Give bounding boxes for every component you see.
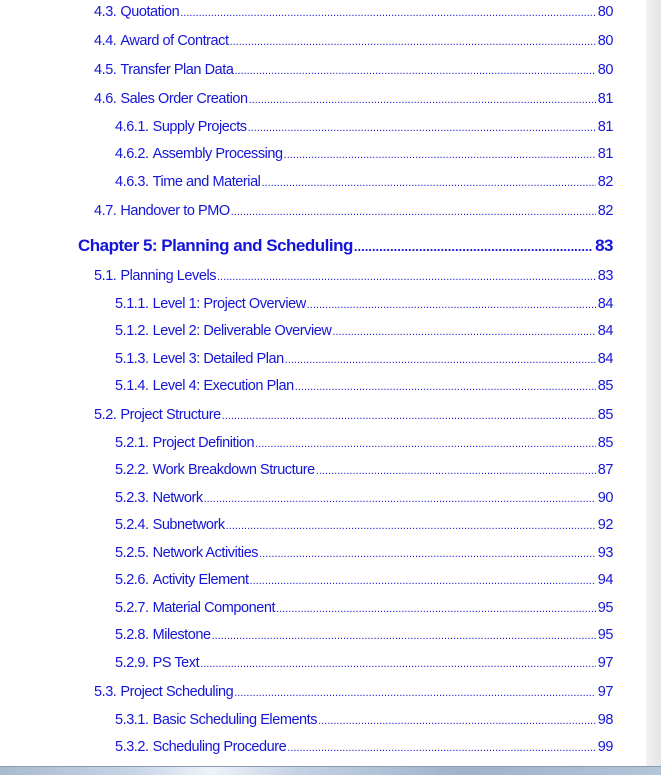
toc-entry-page: 85 bbox=[597, 435, 613, 451]
toc-entry-page: 94 bbox=[597, 572, 613, 588]
dot-leader bbox=[307, 295, 596, 315]
toc-entry-4-6-2[interactable] bbox=[115, 144, 613, 164]
toc-entry-page: 97 bbox=[597, 684, 613, 700]
dot-leader bbox=[259, 544, 596, 564]
toc-entry-5-1-1[interactable] bbox=[115, 294, 613, 314]
toc-entry-page: 80 bbox=[597, 33, 613, 49]
toc-entry-5-2-1[interactable] bbox=[115, 433, 613, 453]
toc-entry-title: Activity Element bbox=[152, 572, 249, 588]
toc-entry-title: Level 3: Detailed Plan bbox=[152, 351, 284, 367]
toc-entry-5-1-2[interactable] bbox=[115, 321, 613, 341]
dot-leader bbox=[180, 3, 596, 23]
dot-leader bbox=[255, 434, 596, 454]
dot-leader bbox=[222, 406, 596, 426]
toc-entry-title: Network bbox=[152, 490, 203, 506]
toc-entry-page: 87 bbox=[597, 462, 613, 478]
toc-entry-title: Award of Contract bbox=[120, 33, 229, 49]
toc-entry-page: 93 bbox=[597, 545, 613, 561]
toc-entry-page: 84 bbox=[597, 351, 613, 367]
toc-entry-5-2-4[interactable] bbox=[115, 515, 613, 535]
toc-entry-number: 4.6.1. bbox=[115, 119, 149, 135]
dot-leader bbox=[295, 377, 596, 397]
toc-entry-page: 92 bbox=[597, 517, 613, 533]
dot-leader bbox=[332, 322, 595, 342]
toc-entry-page: 82 bbox=[597, 174, 613, 190]
toc-entry-number: 4.7. bbox=[94, 203, 117, 219]
toc-entry-number: 5.2.8. bbox=[115, 627, 149, 643]
toc-entry-number: 4.3. bbox=[94, 4, 117, 20]
dot-leader bbox=[248, 118, 596, 138]
toc-entry-number: 5.3. bbox=[94, 684, 117, 700]
dot-leader bbox=[285, 350, 596, 370]
toc-entry-title: Sales Order Creation bbox=[120, 91, 248, 107]
toc-entry-page: 90 bbox=[597, 490, 613, 506]
toc-entry-title: Project Scheduling bbox=[120, 684, 234, 700]
toc-entry-5-3[interactable] bbox=[94, 682, 613, 702]
toc-entry-title: Basic Scheduling Elements bbox=[152, 712, 318, 728]
dot-leader bbox=[231, 202, 596, 222]
toc-entry-title: Transfer Plan Data bbox=[120, 62, 234, 78]
toc-entry-title: Material Component bbox=[152, 600, 276, 616]
toc-entry-5-1-3[interactable] bbox=[115, 349, 613, 369]
toc-entry-title: Level 2: Deliverable Overview bbox=[152, 323, 332, 339]
dot-leader bbox=[217, 267, 596, 287]
toc-entry-number: 4.4. bbox=[94, 33, 117, 49]
toc-entry-page: 82 bbox=[597, 203, 613, 219]
dot-leader bbox=[261, 173, 595, 193]
toc-entry-4-7[interactable] bbox=[94, 201, 613, 221]
toc-entry-4-4[interactable] bbox=[94, 31, 613, 51]
toc-entry-number: 5.3.1. bbox=[115, 712, 149, 728]
toc-entry-number: 5.2. bbox=[94, 407, 117, 423]
dot-leader bbox=[318, 711, 596, 731]
toc-entry-number: 5.2.5. bbox=[115, 545, 149, 561]
toc-entry-number: 5.2.3. bbox=[115, 490, 149, 506]
toc-entry-number: 5.2.1. bbox=[115, 435, 149, 451]
toc-entry-5-3-2[interactable] bbox=[115, 737, 613, 757]
toc-entry-page: 84 bbox=[597, 296, 613, 312]
dot-leader bbox=[250, 571, 596, 591]
toc-entry-4-5[interactable] bbox=[94, 60, 613, 80]
toc-entry-4-3[interactable] bbox=[94, 2, 613, 22]
toc-entry-title: Project Structure bbox=[120, 407, 221, 423]
toc-entry-number: 5.2.9. bbox=[115, 655, 149, 671]
dot-leader bbox=[354, 235, 593, 259]
dot-leader bbox=[200, 654, 596, 674]
dot-leader bbox=[249, 90, 596, 110]
toc-entry-page: 83 bbox=[597, 268, 613, 284]
toc-entry-title: Time and Material bbox=[152, 174, 261, 190]
toc-entry-page: 95 bbox=[597, 600, 613, 616]
toc-entry-number: 5.2.7. bbox=[115, 600, 149, 616]
toc-entry-page: 83 bbox=[595, 236, 613, 255]
toc-entry-4-6[interactable] bbox=[94, 89, 613, 109]
toc-entry-number: 5.2.2. bbox=[115, 462, 149, 478]
toc-entry-number: 4.6.3. bbox=[115, 174, 149, 190]
toc-entry-5-2-2[interactable] bbox=[115, 460, 613, 480]
toc-entry-5-3-1[interactable] bbox=[115, 710, 613, 730]
dot-leader bbox=[276, 599, 596, 619]
toc-entry-page: 81 bbox=[597, 146, 613, 162]
toc-entry-number: 4.6. bbox=[94, 91, 117, 107]
toc-entry-page: 85 bbox=[597, 407, 613, 423]
dot-leader bbox=[226, 516, 596, 536]
toc-entry-title: Project Definition bbox=[152, 435, 255, 451]
toc-entry-4-6-3[interactable] bbox=[115, 172, 613, 192]
toc-entry-5-1[interactable] bbox=[94, 266, 613, 286]
dot-leader bbox=[230, 32, 596, 52]
toc-entry-title: Handover to PMO bbox=[120, 203, 230, 219]
toc-entry-title: Work Breakdown Structure bbox=[152, 462, 315, 478]
toc-entry-title: Planning Levels bbox=[120, 268, 217, 284]
toc-chapter-5[interactable] bbox=[78, 234, 613, 258]
dot-leader bbox=[287, 738, 595, 758]
toc-entry-title: Quotation bbox=[120, 4, 180, 20]
dot-leader bbox=[316, 461, 596, 481]
toc-entry-number: 5.2.6. bbox=[115, 572, 149, 588]
toc-entry-page: 95 bbox=[597, 627, 613, 643]
toc-entry-page: 80 bbox=[597, 4, 613, 20]
dot-leader bbox=[212, 626, 596, 646]
toc-entry-number: 5.1. bbox=[94, 268, 117, 284]
toc-entry-page: 84 bbox=[597, 323, 613, 339]
toc-entry-number: 5.2.4. bbox=[115, 517, 149, 533]
toc-entry-title: PS Text bbox=[152, 655, 200, 671]
toc-entry-page: 98 bbox=[597, 712, 613, 728]
toc-entry-5-2-5[interactable] bbox=[115, 543, 613, 563]
toc-entry-5-2-6[interactable] bbox=[115, 570, 613, 590]
viewer-scroll-gutter[interactable] bbox=[646, 0, 661, 766]
toc-entry-5-2[interactable] bbox=[94, 405, 613, 425]
toc-entry-title: Subnetwork bbox=[152, 517, 225, 533]
toc-entry-page: 80 bbox=[597, 62, 613, 78]
dot-leader bbox=[234, 683, 596, 703]
toc-entry-4-6-1[interactable] bbox=[115, 117, 613, 137]
toc-entry-title: Level 4: Execution Plan bbox=[152, 378, 294, 394]
toc-entry-5-2-7[interactable] bbox=[115, 598, 613, 618]
toc-entry-title: Level 1: Project Overview bbox=[152, 296, 306, 312]
toc-entry-5-2-8[interactable] bbox=[115, 625, 613, 645]
toc-entry-title: Assembly Processing bbox=[152, 146, 283, 162]
toc-entry-title: Scheduling Procedure bbox=[152, 739, 287, 755]
toc-entry-title: Network Activities bbox=[152, 545, 259, 561]
toc-entry-page: 81 bbox=[597, 91, 613, 107]
toc-entry-number: 5.1.3. bbox=[115, 351, 149, 367]
toc-entry-5-2-3[interactable] bbox=[115, 488, 613, 508]
window-bottom-bar bbox=[0, 766, 661, 775]
toc-entry-number: 5.1.4. bbox=[115, 378, 149, 394]
dot-leader bbox=[204, 489, 596, 509]
toc-entry-page: 81 bbox=[597, 119, 613, 135]
dot-leader bbox=[284, 145, 596, 165]
toc-entry-number: 4.6.2. bbox=[115, 146, 149, 162]
toc-entry-number: 4.5. bbox=[94, 62, 117, 78]
toc-entry-page: 97 bbox=[597, 655, 613, 671]
toc-entry-title: Milestone bbox=[152, 627, 211, 643]
toc-entry-number: 5.1.2. bbox=[115, 323, 149, 339]
toc-entry-title: Supply Projects bbox=[152, 119, 247, 135]
toc-entry-5-1-4[interactable] bbox=[115, 376, 613, 396]
toc-entry-number: 5.1.1. bbox=[115, 296, 149, 312]
toc-entry-5-2-9[interactable] bbox=[115, 653, 613, 673]
toc-chapter-title: Chapter 5: Planning and Scheduling bbox=[78, 236, 353, 255]
toc-entry-page: 85 bbox=[597, 378, 613, 394]
toc-entry-number: 5.3.2. bbox=[115, 739, 149, 755]
toc-entry-page: 99 bbox=[597, 739, 613, 755]
dot-leader bbox=[234, 61, 595, 81]
